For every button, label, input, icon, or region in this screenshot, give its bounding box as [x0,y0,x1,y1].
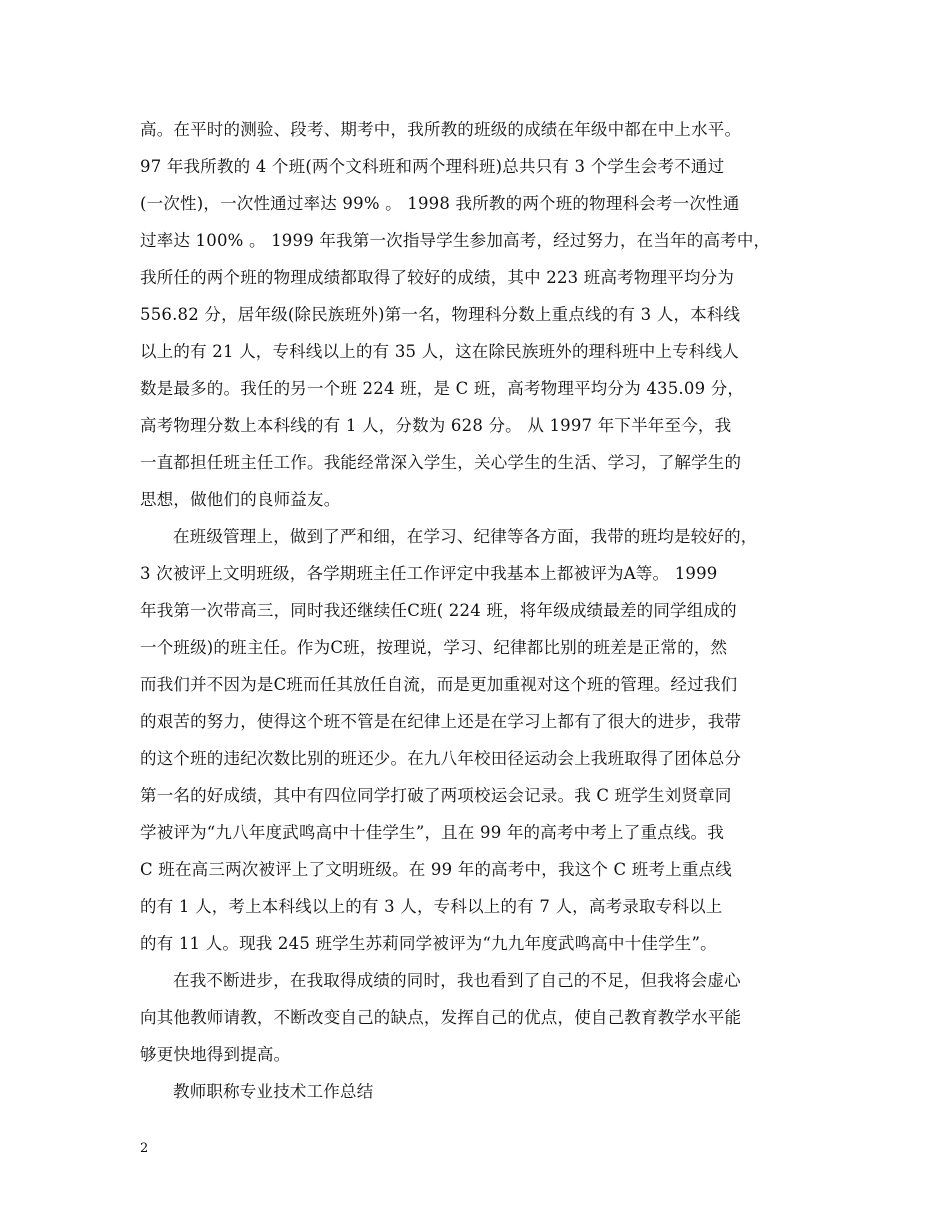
text-line-10: 一直都担任班主任工作。我能经常深入学生，关心学生的生活、学习，了解学生的 [140,453,742,472]
text-line-21: C 班在高三两次被评上了文明班级。在 99 年的高考中，我这个 C 班考上重点线 [140,860,732,879]
text-line-14: 年我第一次带高三，同时我还继续任C班( 224 班，将年级成绩最差的同学组成的 [140,601,737,620]
text-line-18: 的这个班的违纪次数比别的班还少。在九八年校田径运动会上我班取得了团体总分 [140,749,742,768]
text-line-9: 高考物理分数上本科线的有 1 人，分数为 628 分。 从 1997 年下半年至今，我 [140,416,732,435]
text-line-13: 3 次被评上文明班级，各学期班主任工作评定中我基本上都被评为A等。 1999 [140,564,718,583]
section-heading: 教师职称专业技术工作总结 [173,1082,374,1101]
text-line-12: 在班级管理上，做到了严和细，在学习、纪律等各方面，我带的班均是较好的， [173,527,758,546]
text-line-23: 的有 11 人。现我 245 班学生苏莉同学被评为“九九年度武鸣高中十佳学生”。 [140,934,717,953]
text-line-8: 数是最多的。我任的另一个班 224 班，是 C 班，高考物理平均分为 435.09 分， [140,379,745,398]
text-line-24: 在我不断进步，在我取得成绩的同时，我也看到了自己的不足，但我将会虚心 [173,971,741,990]
text-line-22: 的有 1 人，考上本科线以上的有 3 人，专科以上的有 7 人，高考录取专科以上 [140,897,723,916]
text-line-2: 97 年我所教的 4 个班(两个文科班和两个理科班)总共只有 3 个学生会考不通过 [140,157,725,176]
text-line-1: 高。在平时的测验、段考、期考中，我所教的班级的成绩在年级中都在中上水平。 [140,120,742,139]
text-line-19: 第一名的好成绩，其中有四位同学打破了两项校运会记录。我 C 班学生刘贤章同 [140,786,732,805]
text-line-26: 够更快地得到提高。 [140,1045,291,1064]
text-line-16: 而我们并不因为是C班而任其放任自流，而是更加重视对这个班的管理。经过我们 [140,675,738,694]
text-line-11: 思想，做他们的良师益友。 [140,490,341,509]
text-line-15: 一个班级)的班主任。作为C班，按理说，学习、纪律都比别的班差是正常的，然 [140,638,728,657]
text-line-3: (一次性)，一次性通过率达 99% 。 1998 我所教的两个班的物理科会考一次性通 [140,194,740,213]
text-line-17: 的艰苦的努力，使得这个班不管是在纪律上还是在学习上都有了很大的进步，我带 [140,712,742,731]
text-line-4: 过率达 100% 。 1999 年我第一次指导学生参加高考，经过努力，在当年的高考中， [140,231,771,250]
text-line-6: 556.82 分，居年级(除民族班外)第一名，物理科分数上重点线的有 3 人，本科线 [140,305,741,324]
text-line-5: 我所任的两个班的物理成绩都取得了较好的成绩，其中 223 班高考物理平均分为 [140,268,735,287]
text-line-7: 以上的有 21 人，专科线以上的有 35 人，这在除民族班外的理科班中上专科线人 [140,342,739,361]
page-number: 2 [140,1141,149,1156]
text-line-25: 向其他教师请教，不断改变自己的缺点，发挥自己的优点，使自己教育教学水平能 [140,1008,742,1027]
text-line-20: 学被评为“九八年度武鸣高中十佳学生”，且在 99 年的高考中考上了重点线。我 [140,823,724,842]
